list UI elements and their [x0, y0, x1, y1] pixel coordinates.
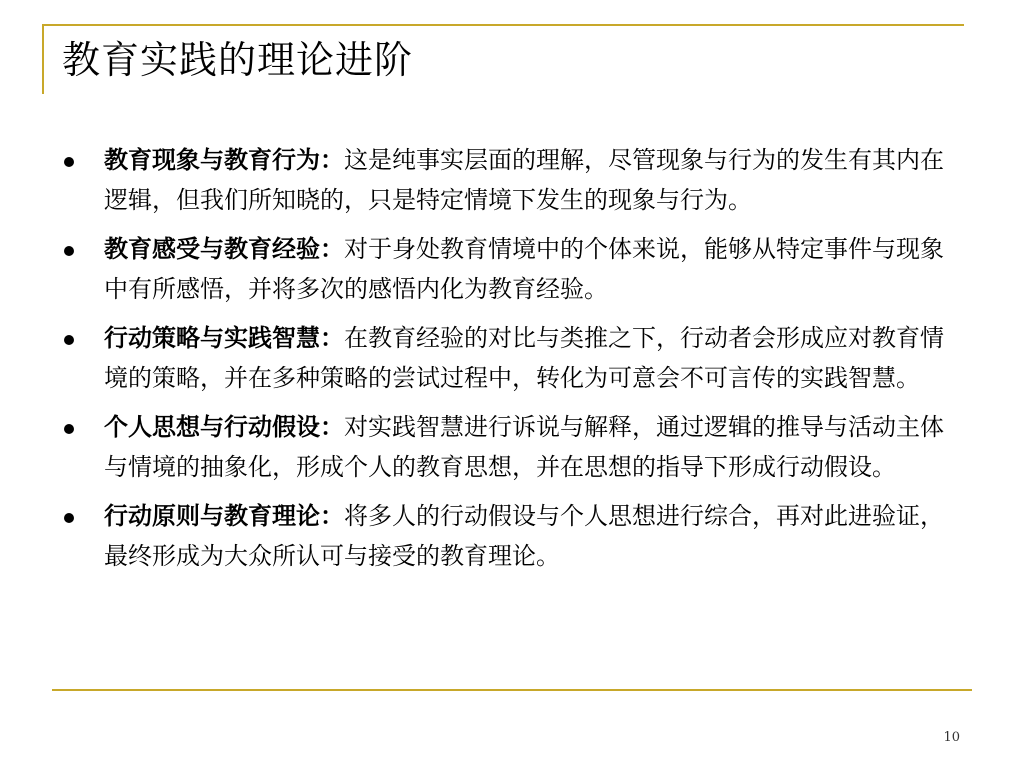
- bullet-term: 个人思想与行动假设：: [104, 412, 344, 441]
- bullet-dot-icon: [64, 424, 74, 434]
- bullet-list: [62, 140, 962, 585]
- bullet-term: 行动策略与实践智慧：: [104, 323, 344, 352]
- bullet-text: 将多人的行动假设与个人思想进行综合，再对此进验证，最终形成为大众所认可与接受的教育理论。: [104, 502, 944, 570]
- bullet-item: [62, 140, 962, 220]
- bullet-text: 这是纯事实层面的理解，尽管现象与行为的发生有其内在逻辑，但我们所知晓的，只是特定情境下发生的现象与行为。: [104, 146, 944, 214]
- bottom-divider: [52, 689, 972, 691]
- title-accent-bar: [42, 24, 44, 94]
- top-divider: [42, 24, 964, 26]
- bullet-text: 对实践智慧进行诉说与解释，通过逻辑的推导与活动主体与情境的抽象化，形成个人的教育思想，并在思想的指导下形成行动假设。: [104, 413, 944, 481]
- bullet-text: 在教育经验的对比与类推之下，行动者会形成应对教育情境的策略，并在多种策略的尝试过程中，转化为可意会不可言传的实践智慧。: [104, 324, 944, 392]
- bullet-term: 行动原则与教育理论：: [104, 501, 344, 530]
- bullet-text: 对于身处教育情境中的个体来说，能够从特定事件与现象中有所感悟，并将多次的感悟内化为教育经验。: [104, 235, 944, 303]
- bullet-item: [62, 496, 962, 576]
- bullet-item: [62, 407, 962, 487]
- bullet-dot-icon: [64, 157, 74, 167]
- page-number: 10: [943, 730, 960, 745]
- slide-title: 教育实践的理论进阶: [62, 38, 414, 82]
- bullet-dot-icon: [64, 335, 74, 345]
- bullet-dot-icon: [64, 246, 74, 256]
- bullet-item: [62, 318, 962, 398]
- bullet-term: 教育现象与教育行为：: [104, 145, 344, 174]
- bullet-item: [62, 229, 962, 309]
- bullet-dot-icon: [64, 513, 74, 523]
- bullet-term: 教育感受与教育经验：: [104, 234, 344, 263]
